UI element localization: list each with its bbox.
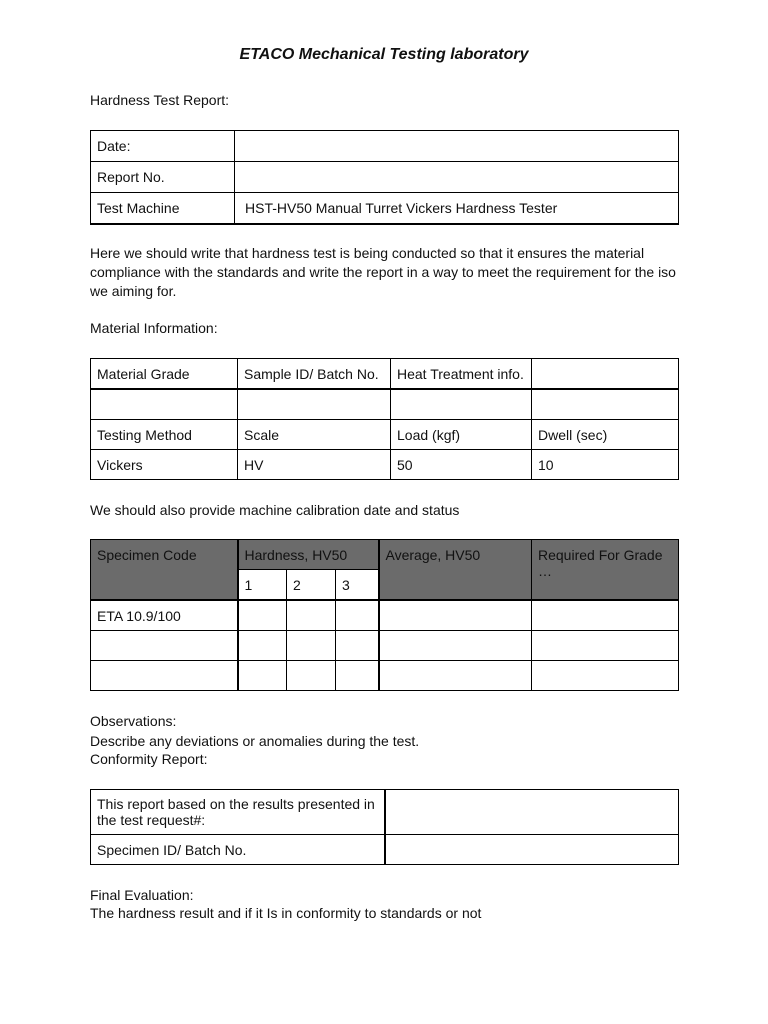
table-row: [91, 389, 679, 420]
hardness-cell[interactable]: [238, 661, 287, 691]
required-cell[interactable]: [532, 661, 679, 691]
conformity-table: [90, 789, 679, 865]
material-cell[interactable]: [391, 389, 532, 420]
conformity-label: Conformity Report:: [90, 751, 208, 767]
info-value[interactable]: [235, 162, 679, 193]
page-title: ETACO Mechanical Testing laboratory: [239, 46, 529, 63]
conformity-value-cell[interactable]: [385, 790, 679, 835]
observations-text: Describe any deviations or anomalies during the test.: [90, 733, 420, 749]
observations-label: Observations:: [90, 713, 177, 729]
col-specimen-header: Specimen Code: [91, 540, 238, 601]
table-row: [91, 835, 679, 865]
table-row: [91, 450, 679, 480]
hardness-subcol: 1: [238, 570, 287, 601]
average-cell[interactable]: [379, 661, 532, 691]
hardness-cell[interactable]: [287, 661, 336, 691]
table-row: [91, 131, 679, 162]
col-required-header: Required For Grade …: [532, 540, 679, 601]
average-cell[interactable]: [379, 600, 532, 631]
hardness-cell[interactable]: [287, 631, 336, 661]
material-heading: Material Information:: [90, 320, 218, 336]
hardness-cell[interactable]: [238, 631, 287, 661]
average-cell[interactable]: [379, 631, 532, 661]
hardness-subcol: 2: [287, 570, 336, 601]
specimen-code-cell[interactable]: [91, 631, 238, 661]
hardness-cell[interactable]: [287, 600, 336, 631]
info-label: Test Machine: [91, 193, 235, 225]
method-cell: 50: [391, 450, 532, 480]
hardness-cell[interactable]: [238, 600, 287, 631]
material-header-cell: Heat Treatment info.: [391, 359, 532, 390]
table-row: [91, 600, 679, 631]
info-table: [90, 130, 679, 225]
hardness-subcol: 3: [336, 570, 379, 601]
hardness-cell[interactable]: [336, 661, 379, 691]
method-cell: 10: [532, 450, 679, 480]
calibration-note: We should also provide machine calibration date and status: [90, 502, 460, 518]
material-cell[interactable]: [238, 389, 391, 420]
table-row: [91, 162, 679, 193]
info-value[interactable]: HST-HV50 Manual Turret Vickers Hardness Tester: [235, 193, 679, 225]
material-table: [90, 358, 679, 480]
required-cell[interactable]: [532, 600, 679, 631]
material-header-cell: [532, 359, 679, 390]
required-cell[interactable]: [532, 631, 679, 661]
col-hardness-header: Hardness, HV50: [238, 540, 379, 570]
hardness-cell[interactable]: [336, 600, 379, 631]
hardness-cell[interactable]: [336, 631, 379, 661]
info-value[interactable]: [235, 131, 679, 162]
material-cell[interactable]: [532, 389, 679, 420]
method-cell: HV: [238, 450, 391, 480]
intro-text: Here we should write that hardness test is being conducted so that it ensures the material compliance with the standards and write the report in a way to meet the requirement for the iso we aiming for.: [90, 245, 676, 299]
results-table: [90, 539, 679, 691]
table-row: [91, 631, 679, 661]
material-header-cell: Sample ID/ Batch No.: [238, 359, 391, 390]
conformity-label-cell: Specimen ID/ Batch No.: [91, 835, 385, 865]
material-cell[interactable]: [91, 389, 238, 420]
specimen-code-cell[interactable]: [91, 661, 238, 691]
info-label: Date:: [91, 131, 235, 162]
method-header-cell: Load (kgf): [391, 420, 532, 450]
table-row: [91, 359, 679, 390]
method-header-cell: Scale: [238, 420, 391, 450]
method-cell: Vickers: [91, 450, 238, 480]
conformity-label-cell: This report based on the results presented in the test request#:: [91, 790, 385, 835]
final-label: Final Evaluation:: [90, 887, 194, 903]
table-row: [91, 193, 679, 225]
final-text: The hardness result and if it Is in conformity to standards or not: [90, 905, 482, 921]
conformity-value-cell[interactable]: [385, 835, 679, 865]
table-row: [91, 540, 679, 570]
info-label: Report No.: [91, 162, 235, 193]
material-header-cell: Material Grade: [91, 359, 238, 390]
table-row: [91, 790, 679, 835]
specimen-code-cell[interactable]: ETA 10.9/100: [91, 600, 238, 631]
col-average-header: Average, HV50: [379, 540, 532, 601]
method-header-cell: Testing Method: [91, 420, 238, 450]
method-header-cell: Dwell (sec): [532, 420, 679, 450]
report-heading: Hardness Test Report:: [90, 92, 230, 108]
table-row: [91, 661, 679, 691]
table-row: [91, 420, 679, 450]
